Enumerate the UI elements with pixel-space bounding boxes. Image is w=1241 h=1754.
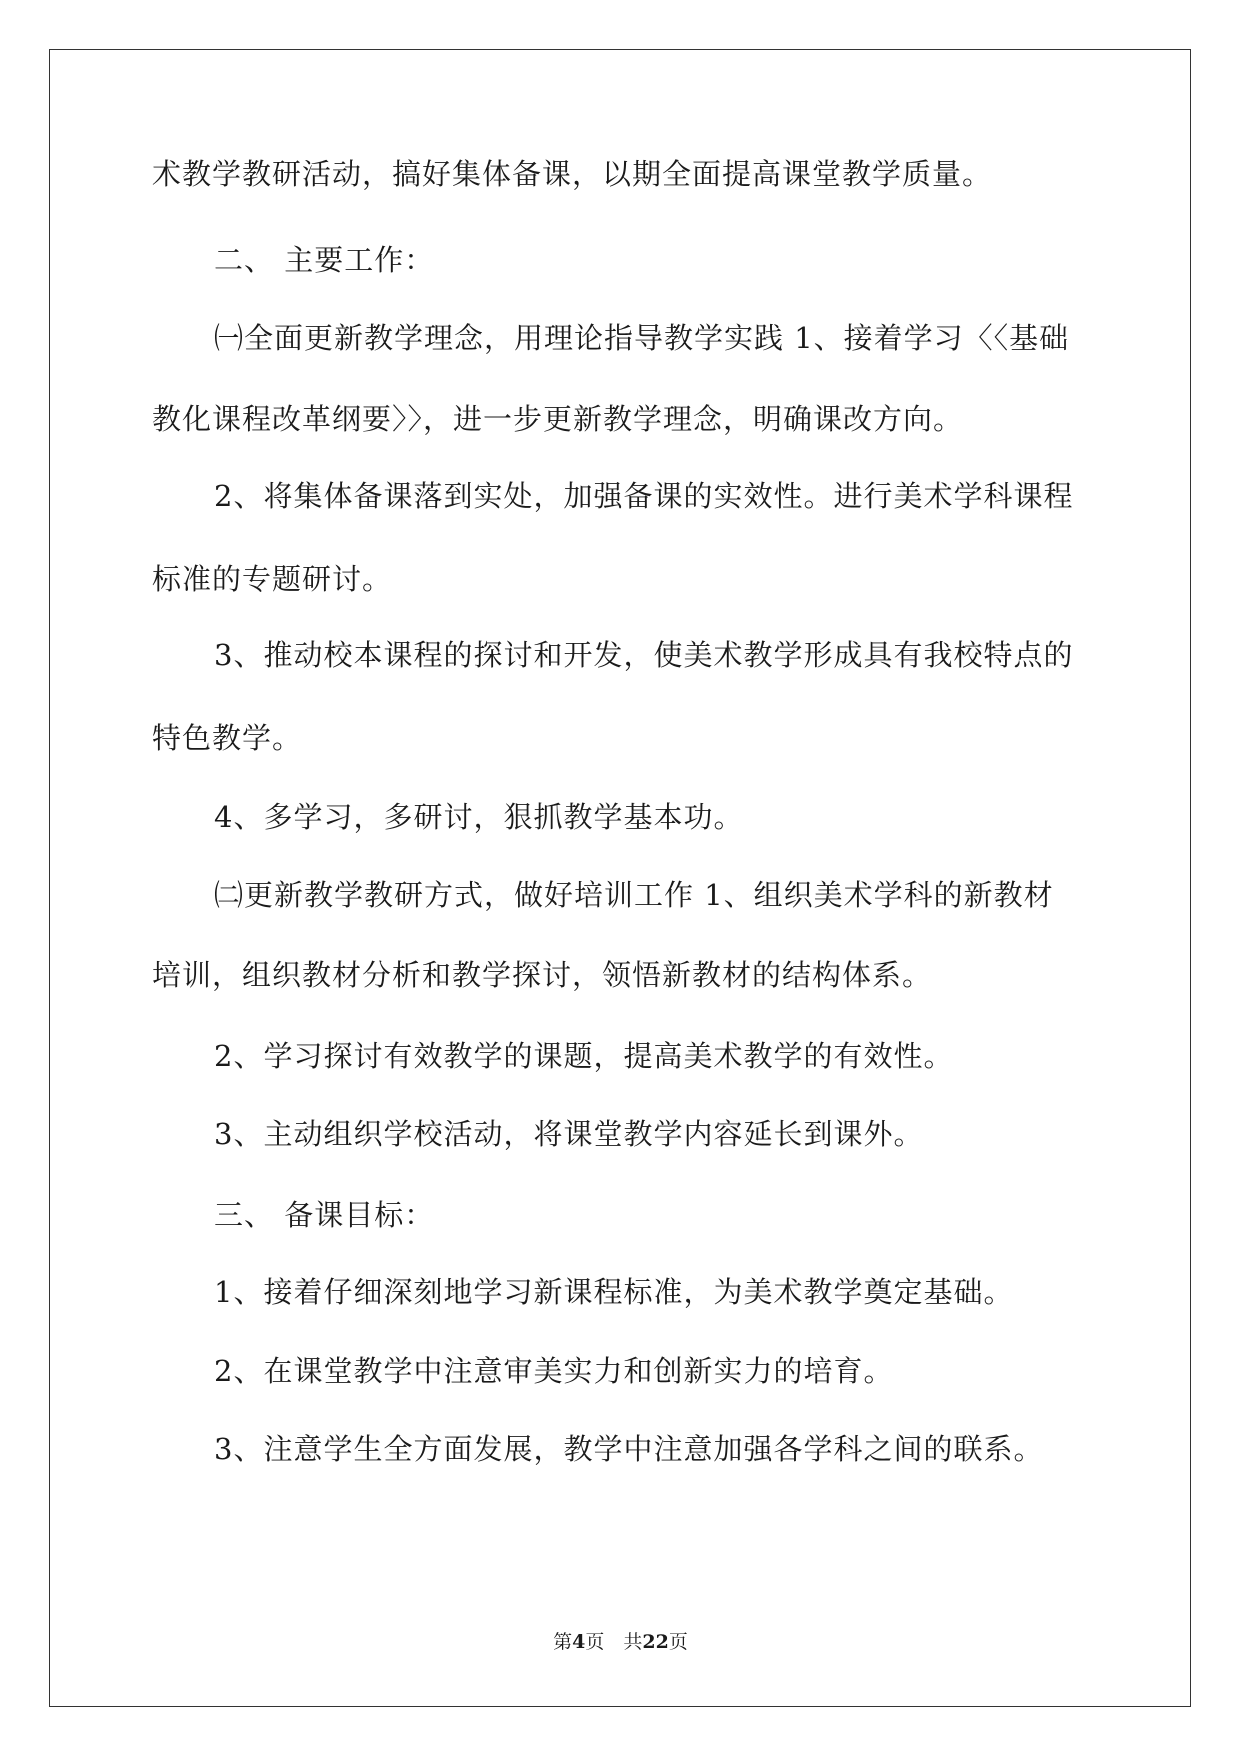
paragraph-line: 特色教学。 — [152, 721, 303, 755]
paragraph-line: 3、主动组织学校活动，将课堂教学内容延长到课外。 — [214, 1117, 924, 1151]
paragraph-line: 4、多学习，多研讨，狠抓教学基本功。 — [214, 800, 744, 834]
paragraph-line: ㈠全面更新教学理念，用理论指导教学实践 1、接着学习〈〈基础 — [214, 321, 1070, 355]
paragraph-line: 3、注意学生全方面发展，教学中注意加强各学科之间的联系。 — [214, 1432, 1044, 1466]
current-page-number: 4 — [572, 1631, 586, 1653]
paragraph-line: 2、学习探讨有效教学的课题，提高美术教学的有效性。 — [214, 1039, 954, 1073]
total-page-count: 22 — [642, 1631, 669, 1653]
paragraph-line: 术教学教研活动，搞好集体备课，以期全面提高课堂教学质量。 — [152, 157, 993, 191]
page-number-footer — [0, 1630, 1241, 1654]
section-heading: 二、 主要工作： — [214, 243, 435, 277]
footer-mid: 页 共 — [585, 1631, 643, 1653]
paragraph-line: ㈡更新教学教研方式，做好培训工作 1、组织美术学科的新教材 — [214, 878, 1054, 912]
paragraph-line: 教化课程改革纲要〉〉，进一步更新教学理念，明确课改方向。 — [152, 402, 964, 436]
paragraph-line: 3、推动校本课程的探讨和开发，使美术教学形成具有我校特点的 — [214, 638, 1074, 672]
paragraph-line: 2、将集体备课落到实处，加强备课的实效性。进行美术学科课程 — [214, 479, 1074, 513]
paragraph-line: 标准的专题研讨。 — [152, 562, 393, 596]
section-heading: 三、 备课目标： — [214, 1198, 435, 1232]
footer-prefix: 第 — [553, 1631, 573, 1653]
footer-suffix: 页 — [668, 1631, 688, 1653]
paragraph-line: 2、在课堂教学中注意审美实力和创新实力的培育。 — [214, 1354, 894, 1388]
paragraph-line: 1、接着仔细深刻地学习新课程标准，为美术教学奠定基础。 — [214, 1275, 1014, 1309]
paragraph-line: 培训，组织教材分析和教学探讨，领悟新教材的结构体系。 — [152, 958, 933, 992]
